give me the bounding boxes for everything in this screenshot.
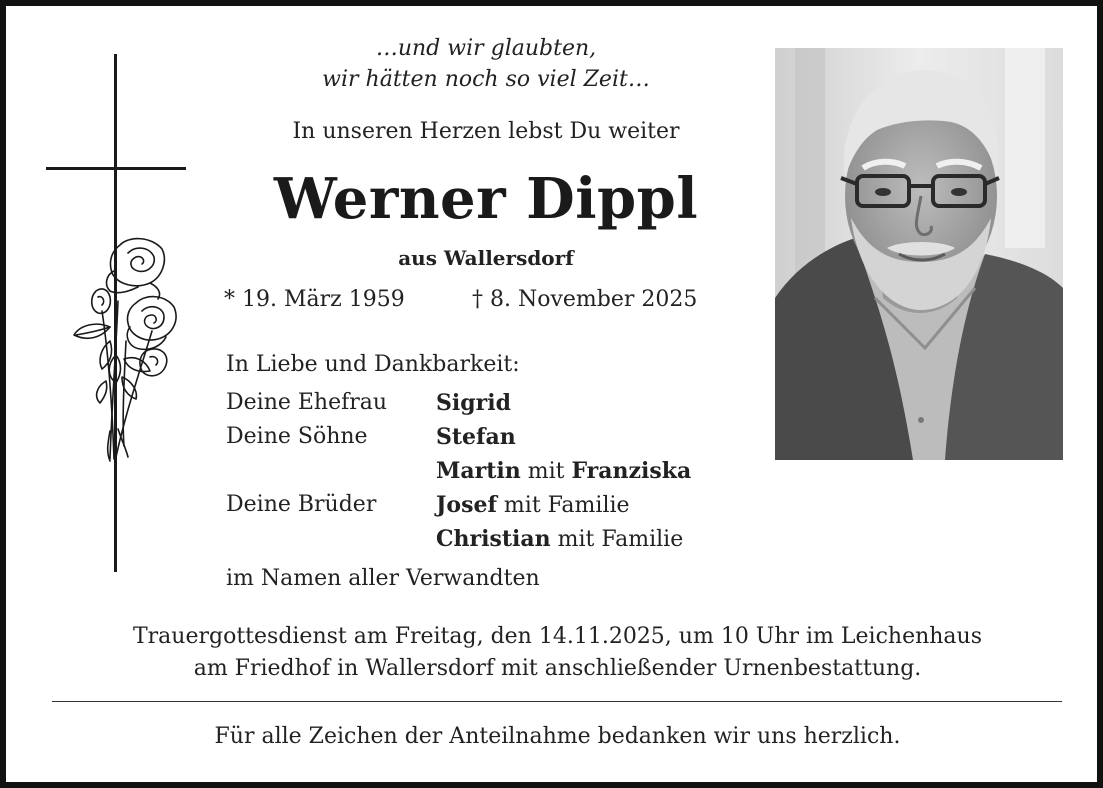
thanks-line: Für alle Zeichen der Anteilnahme bedanken wir uns herzlich. [214,724,901,749]
brother-2-suffix: mit Familie [550,527,684,552]
wife-label: Deine Ehefrau [226,390,388,415]
motto-line-1: …und wir glaubten, [375,36,597,61]
son-2-name: Martin [436,458,521,484]
son-2-joiner: mit [520,459,572,484]
cross-icon-bar [46,167,186,170]
motto-line-2: wir hätten noch so viel Zeit… [322,67,650,92]
brother-2-name: Christian [436,526,551,552]
sons-label: Deine Söhne [226,424,368,449]
death-date: † 8. November 2025 [472,287,698,312]
subtitle: In unseren Herzen lebst Du weiter [292,119,680,144]
mourners-closing: im Namen aller Verwandten [226,566,540,591]
son-2-row [436,458,691,484]
brother-1-suffix: mit Familie [496,493,630,518]
deceased-origin: aus Wallersdorf [398,246,574,270]
divider [52,701,1062,702]
deceased-name: Werner Dippl [273,166,699,232]
brother-1-name: Josef [436,492,497,518]
brothers-label: Deine Brüder [226,492,377,517]
mourners-intro: In Liebe und Dankbarkeit: [226,352,520,377]
portrait-photo [775,48,1063,460]
brother-1-row [436,492,630,518]
son-2-partner: Franziska [571,458,692,484]
wife-name: Sigrid [436,390,511,416]
service-line-2: am Friedhof in Wallersdorf mit anschließender Urnenbestattung. [193,656,922,681]
son-1-name: Stefan [436,424,516,450]
roses-icon [66,231,186,471]
birth-date: * 19. März 1959 [224,287,405,312]
brother-2-row [436,526,683,552]
service-line-1: Trauergottesdienst am Freitag, den 14.11.2025, um 10 Uhr im Leichenhaus [132,624,983,649]
